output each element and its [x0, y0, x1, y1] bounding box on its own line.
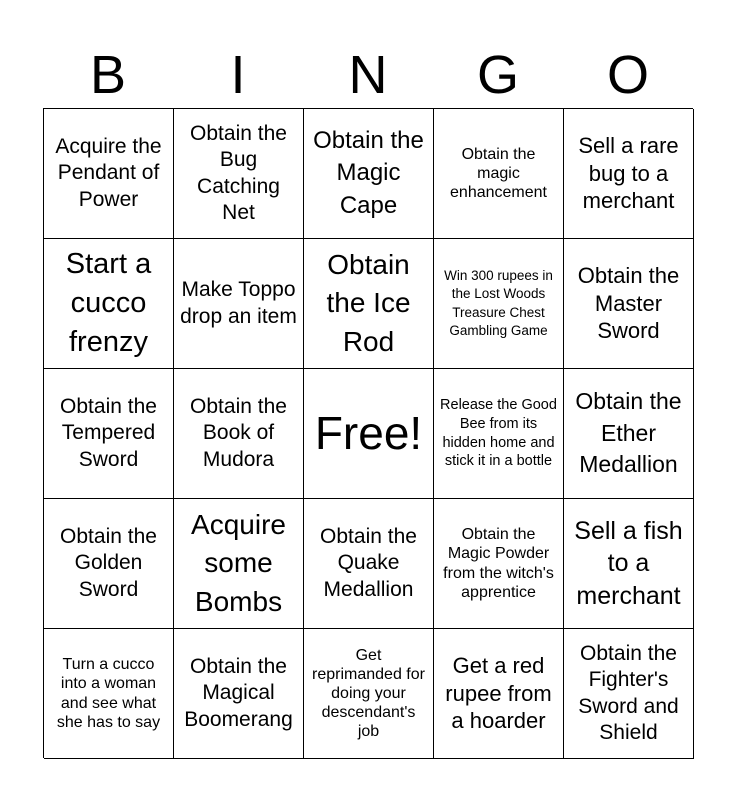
header-letter-n: N	[348, 45, 388, 105]
header-letter-b: B	[89, 45, 127, 105]
cell-text: Turn a cucco into a woman and see what she has to say	[56, 656, 161, 731]
cell-text: Obtain the Magical Boomerang	[184, 655, 293, 731]
header-letter-i: I	[230, 45, 246, 105]
bingo-cell[interactable]	[174, 499, 304, 629]
cell-text: Obtain the Fighter's Sword and Shield	[578, 642, 679, 744]
bingo-cell[interactable]	[44, 239, 174, 369]
cell-text: Sell a rare bug to a merchant	[578, 133, 679, 214]
cell-text: Obtain the Book of Mudora	[190, 395, 287, 471]
free-space-label: Free!	[314, 407, 423, 460]
bingo-cell[interactable]	[564, 109, 694, 239]
cell-text: Win 300 rupees in the Lost Woods Treasure Chest Gambling Game	[444, 268, 553, 338]
cell-text: Make Toppo drop an item	[180, 278, 297, 328]
cell-text: Obtain the Bug Catching Net	[190, 122, 287, 224]
bingo-cell[interactable]	[434, 369, 564, 499]
cell-text: Obtain the Tempered Sword	[60, 395, 157, 471]
bingo-cell[interactable]	[564, 629, 694, 759]
bingo-cell[interactable]	[44, 369, 174, 499]
bingo-cell[interactable]	[44, 629, 174, 759]
cell-text: Acquire some Bombs	[191, 509, 286, 617]
free-space[interactable]	[304, 369, 434, 499]
cell-text: Obtain the Master Sword	[577, 263, 680, 344]
cell-text: Get reprimanded for doing your descendant's job	[312, 646, 425, 741]
bingo-cell[interactable]	[174, 369, 304, 499]
bingo-cell[interactable]	[44, 109, 174, 239]
bingo-header	[43, 42, 693, 108]
bingo-cell[interactable]	[564, 499, 694, 629]
bingo-board	[43, 108, 693, 758]
bingo-cell[interactable]	[434, 109, 564, 239]
header-letter-g: G	[476, 45, 519, 105]
bingo-cell[interactable]	[434, 629, 564, 759]
cell-text: Obtain the Magic Powder from the witch's apprentice	[443, 526, 554, 601]
cell-text: Obtain the Quake Medallion	[320, 525, 417, 601]
cell-text: Start a cucco frenzy	[65, 248, 152, 358]
bingo-cell[interactable]	[304, 629, 434, 759]
bingo-cell[interactable]	[564, 239, 694, 369]
bingo-cell[interactable]	[434, 499, 564, 629]
cell-text: Get a red rupee from a hoarder	[445, 653, 552, 734]
cell-text: Release the Good Bee from its hidden home and stick it in a bottle	[440, 397, 557, 470]
cell-text: Obtain the Golden Sword	[60, 525, 157, 601]
cell-text: Obtain the magic enhancement	[450, 145, 547, 202]
bingo-cell[interactable]	[304, 499, 434, 629]
bingo-cell[interactable]	[304, 239, 434, 369]
bingo-cell[interactable]	[564, 369, 694, 499]
cell-text: Sell a fish to a merchant	[574, 516, 683, 610]
bingo-cell[interactable]	[174, 239, 304, 369]
bingo-cell[interactable]	[174, 629, 304, 759]
cell-text: Obtain the Ice Rod	[326, 249, 411, 357]
bingo-cell[interactable]	[174, 109, 304, 239]
bingo-cell[interactable]	[434, 239, 564, 369]
bingo-cell[interactable]	[44, 499, 174, 629]
bingo-cell[interactable]	[304, 109, 434, 239]
cell-text: Acquire the Pendant of Power	[55, 135, 162, 211]
header-letter-o: O	[606, 45, 649, 105]
cell-text: Obtain the Ether Medallion	[575, 387, 682, 478]
cell-text: Obtain the Magic Cape	[313, 126, 424, 219]
